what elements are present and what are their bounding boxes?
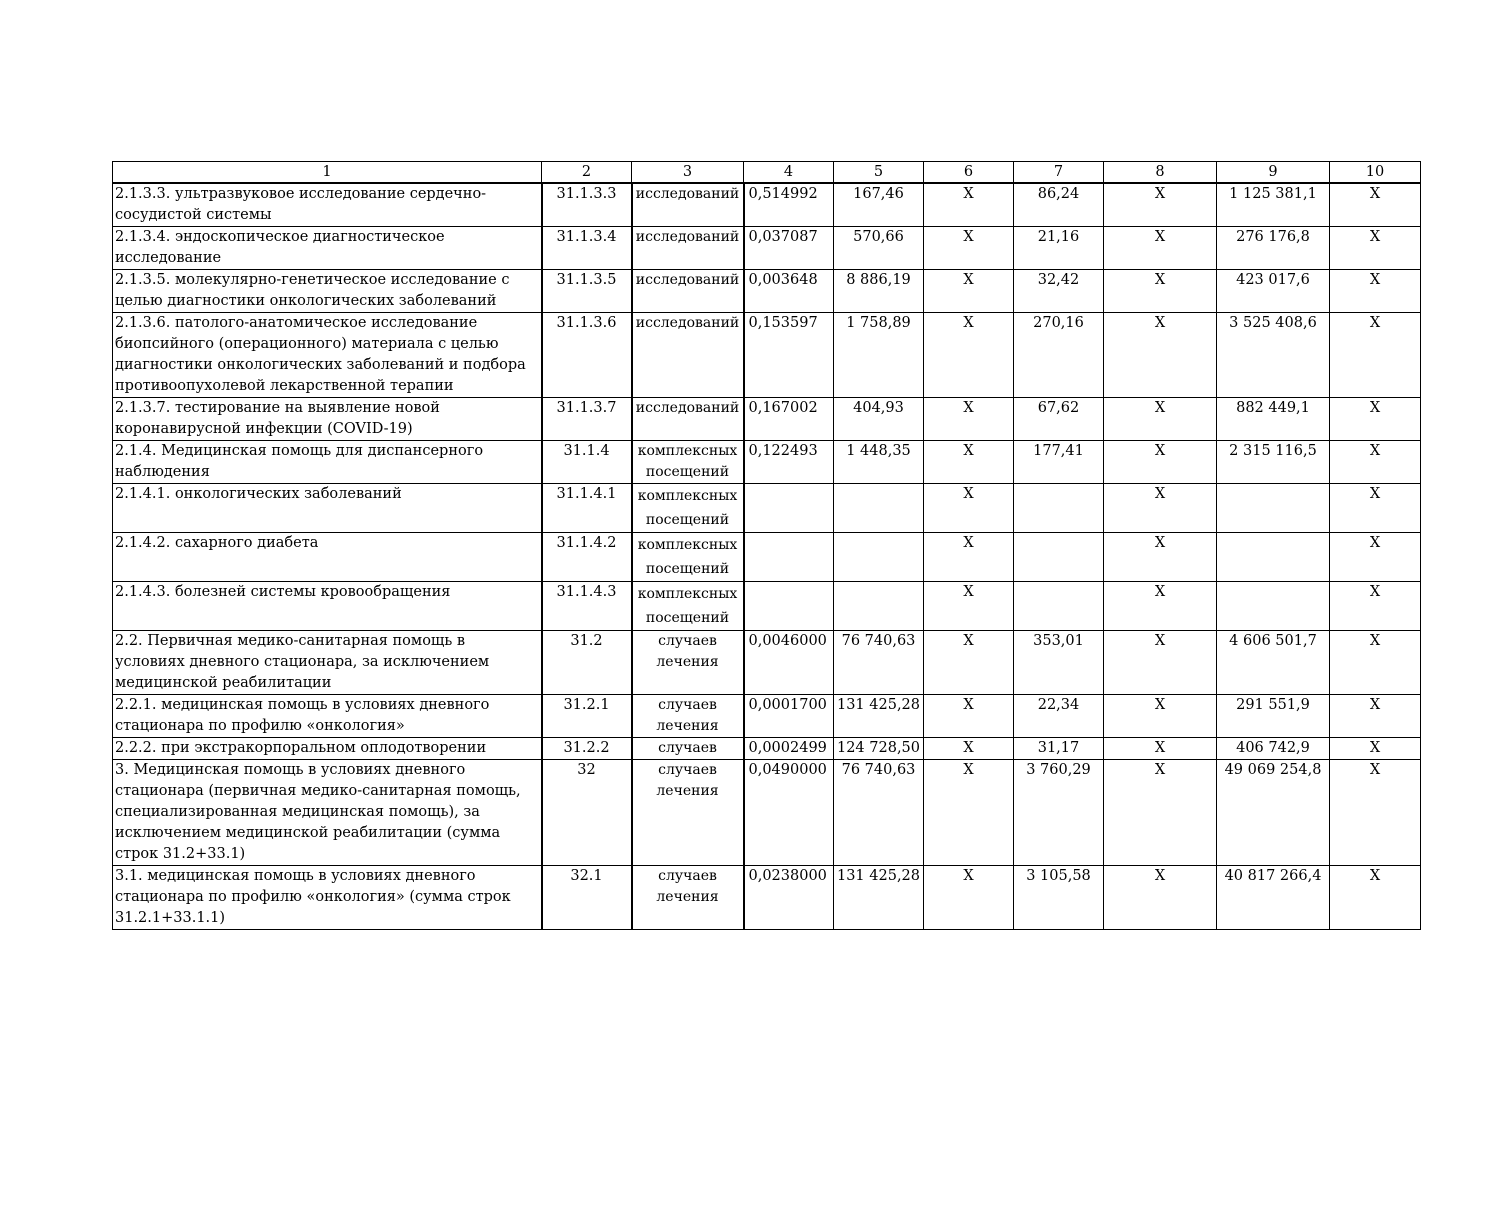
row-col9: [1217, 582, 1330, 631]
column-header: 6: [924, 162, 1014, 184]
row-col7: 31,17: [1014, 738, 1104, 760]
row-code: 32: [542, 760, 632, 866]
row-label: 2.2.2. при экстракорпоральном оплодотворении: [113, 738, 542, 760]
column-header: 3: [632, 162, 744, 184]
row-col6: Х: [924, 631, 1014, 695]
data-table: [112, 161, 1421, 930]
row-col8: Х: [1104, 582, 1217, 631]
row-label: 2.1.4. Медицинская помощь для диспансерного наблюдения: [113, 441, 542, 484]
row-code: 31.1.3.4: [542, 227, 632, 270]
row-col7: [1014, 582, 1104, 631]
row-col6: Х: [924, 441, 1014, 484]
table-row: [113, 270, 1421, 313]
row-cost: 8 886,19: [834, 270, 924, 313]
column-header: 8: [1104, 162, 1217, 184]
row-code: 31.2: [542, 631, 632, 695]
table-row: [113, 695, 1421, 738]
row-norm: 0,003648: [744, 270, 834, 313]
row-col8: Х: [1104, 631, 1217, 695]
row-label: 3. Медицинская помощь в условиях дневного стационара (первичная медико-санитарная помощь, специализированная медицинская помощь), за исключением медицинской реабилитации (сумма строк 31.2+33.1): [113, 760, 542, 866]
row-col6: Х: [924, 484, 1014, 533]
row-norm: 0,0002499: [744, 738, 834, 760]
row-code: 31.1.3.5: [542, 270, 632, 313]
row-norm: [744, 582, 834, 631]
row-col10: Х: [1330, 533, 1421, 582]
row-norm: 0,037087: [744, 227, 834, 270]
row-col8: Х: [1104, 760, 1217, 866]
row-norm: [744, 533, 834, 582]
row-col9: 276 176,8: [1217, 227, 1330, 270]
row-col10: Х: [1330, 183, 1421, 227]
row-col6: Х: [924, 695, 1014, 738]
row-col10: Х: [1330, 484, 1421, 533]
row-col9: 882 449,1: [1217, 398, 1330, 441]
row-col9: 2 315 116,5: [1217, 441, 1330, 484]
row-norm: 0,514992: [744, 183, 834, 227]
row-col8: Х: [1104, 695, 1217, 738]
column-header: 7: [1014, 162, 1104, 184]
row-unit: комплексных посещений: [632, 441, 744, 484]
row-col8: Х: [1104, 441, 1217, 484]
row-cost: 124 728,50: [834, 738, 924, 760]
row-cost: 131 425,28: [834, 695, 924, 738]
row-unit: комплексных посещений: [632, 533, 744, 582]
row-cost: 167,46: [834, 183, 924, 227]
row-col6: Х: [924, 313, 1014, 398]
row-col10: Х: [1330, 270, 1421, 313]
row-col6: Х: [924, 738, 1014, 760]
table-row: [113, 760, 1421, 866]
row-label: 2.1.3.3. ультразвуковое исследование сердечно-сосудистой системы: [113, 183, 542, 227]
row-cost: 1 448,35: [834, 441, 924, 484]
row-norm: 0,0490000: [744, 760, 834, 866]
row-cost: 570,66: [834, 227, 924, 270]
row-col7: 21,16: [1014, 227, 1104, 270]
row-cost: [834, 484, 924, 533]
row-col9: 291 551,9: [1217, 695, 1330, 738]
column-header: 1: [113, 162, 542, 184]
row-cost: [834, 582, 924, 631]
row-col10: Х: [1330, 441, 1421, 484]
row-cost: 76 740,63: [834, 631, 924, 695]
row-cost: 404,93: [834, 398, 924, 441]
row-col9: 40 817 266,4: [1217, 866, 1330, 930]
row-col6: Х: [924, 760, 1014, 866]
row-col9: 3 525 408,6: [1217, 313, 1330, 398]
row-col7: 86,24: [1014, 183, 1104, 227]
row-col10: Х: [1330, 866, 1421, 930]
row-norm: 0,0238000: [744, 866, 834, 930]
row-col7: 353,01: [1014, 631, 1104, 695]
row-col10: Х: [1330, 582, 1421, 631]
row-unit: исследований: [632, 227, 744, 270]
row-col9: [1217, 484, 1330, 533]
row-code: 31.1.4.3: [542, 582, 632, 631]
row-norm: 0,0046000: [744, 631, 834, 695]
row-col7: 3 105,58: [1014, 866, 1104, 930]
table-row: [113, 441, 1421, 484]
row-col6: Х: [924, 183, 1014, 227]
row-col8: Х: [1104, 866, 1217, 930]
row-col9: [1217, 533, 1330, 582]
table-row: [113, 866, 1421, 930]
table-row: [113, 533, 1421, 582]
row-col6: Х: [924, 866, 1014, 930]
row-col7: 22,34: [1014, 695, 1104, 738]
row-unit: случаев лечения: [632, 866, 744, 930]
row-col8: Х: [1104, 398, 1217, 441]
row-unit: комплексных посещений: [632, 484, 744, 533]
row-col9: 1 125 381,1: [1217, 183, 1330, 227]
row-code: 31.1.3.6: [542, 313, 632, 398]
row-code: 32.1: [542, 866, 632, 930]
row-col8: Х: [1104, 484, 1217, 533]
row-col8: Х: [1104, 313, 1217, 398]
column-header: 2: [542, 162, 632, 184]
table-row: [113, 313, 1421, 398]
row-code: 31.2.1: [542, 695, 632, 738]
row-col8: Х: [1104, 183, 1217, 227]
row-norm: 0,0001700: [744, 695, 834, 738]
row-cost: 131 425,28: [834, 866, 924, 930]
row-label: 2.2.1. медицинская помощь в условиях дневного стационара по профилю «онкология»: [113, 695, 542, 738]
row-label: 2.1.3.7. тестирование на выявление новой коронавирусной инфекции (COVID-19): [113, 398, 542, 441]
row-col7: 270,16: [1014, 313, 1104, 398]
table-row: [113, 227, 1421, 270]
row-unit: исследований: [632, 398, 744, 441]
row-col7: 32,42: [1014, 270, 1104, 313]
row-col10: Х: [1330, 760, 1421, 866]
header-row: [113, 162, 1421, 184]
row-norm: [744, 484, 834, 533]
row-col6: Х: [924, 533, 1014, 582]
row-col8: Х: [1104, 270, 1217, 313]
row-label: 2.1.3.4. эндоскопическое диагностическое исследование: [113, 227, 542, 270]
row-col10: Х: [1330, 313, 1421, 398]
row-unit: случаев: [632, 738, 744, 760]
table-row: [113, 484, 1421, 533]
row-label: 2.1.4.2. сахарного диабета: [113, 533, 542, 582]
row-col8: Х: [1104, 738, 1217, 760]
row-code: 31.2.2: [542, 738, 632, 760]
row-cost: 76 740,63: [834, 760, 924, 866]
row-col7: 3 760,29: [1014, 760, 1104, 866]
row-unit: случаев лечения: [632, 631, 744, 695]
row-cost: [834, 533, 924, 582]
column-header: 10: [1330, 162, 1421, 184]
row-unit: случаев лечения: [632, 695, 744, 738]
row-unit: случаев лечения: [632, 760, 744, 866]
row-col6: Х: [924, 227, 1014, 270]
row-code: 31.1.4.1: [542, 484, 632, 533]
row-col7: [1014, 484, 1104, 533]
row-code: 31.1.4.2: [542, 533, 632, 582]
table-row: [113, 631, 1421, 695]
row-col6: Х: [924, 270, 1014, 313]
row-col8: Х: [1104, 533, 1217, 582]
row-norm: 0,153597: [744, 313, 834, 398]
row-unit: комплексных посещений: [632, 582, 744, 631]
row-col6: Х: [924, 398, 1014, 441]
row-col10: Х: [1330, 227, 1421, 270]
row-label: 2.1.4.1. онкологических заболеваний: [113, 484, 542, 533]
row-col10: Х: [1330, 695, 1421, 738]
row-col7: 67,62: [1014, 398, 1104, 441]
row-col10: Х: [1330, 398, 1421, 441]
row-code: 31.1.3.7: [542, 398, 632, 441]
row-col9: 49 069 254,8: [1217, 760, 1330, 866]
table-row: [113, 738, 1421, 760]
row-norm: 0,122493: [744, 441, 834, 484]
table-row: [113, 183, 1421, 227]
row-cost: 1 758,89: [834, 313, 924, 398]
row-unit: исследований: [632, 183, 744, 227]
row-code: 31.1.4: [542, 441, 632, 484]
row-col9: 4 606 501,7: [1217, 631, 1330, 695]
row-unit: исследований: [632, 270, 744, 313]
row-code: 31.1.3.3: [542, 183, 632, 227]
row-col9: 423 017,6: [1217, 270, 1330, 313]
column-header: 5: [834, 162, 924, 184]
row-col6: Х: [924, 582, 1014, 631]
row-col9: 406 742,9: [1217, 738, 1330, 760]
row-col10: Х: [1330, 738, 1421, 760]
table-row: [113, 582, 1421, 631]
row-label: 3.1. медицинская помощь в условиях дневного стационара по профилю «онкология» (сумма строк 31.2.1+33.1.1): [113, 866, 542, 930]
table-row: [113, 398, 1421, 441]
row-col7: 177,41: [1014, 441, 1104, 484]
data-table-wrapper: [112, 161, 1420, 930]
column-header: 9: [1217, 162, 1330, 184]
row-norm: 0,167002: [744, 398, 834, 441]
row-label: 2.1.3.5. молекулярно-генетическое исследование с целью диагностики онкологических заболеваний: [113, 270, 542, 313]
row-col7: [1014, 533, 1104, 582]
row-label: 2.1.4.3. болезней системы кровообращения: [113, 582, 542, 631]
row-label: 2.1.3.6. патолого-анатомическое исследование биопсийного (операционного) материала с целью диагностики онкологических заболеваний и подбора противоопухолевой лекарственной терапии: [113, 313, 542, 398]
row-col8: Х: [1104, 227, 1217, 270]
column-header: 4: [744, 162, 834, 184]
row-col10: Х: [1330, 631, 1421, 695]
row-unit: исследований: [632, 313, 744, 398]
row-label: 2.2. Первичная медико-санитарная помощь в условиях дневного стационара, за исключением медицинской реабилитации: [113, 631, 542, 695]
